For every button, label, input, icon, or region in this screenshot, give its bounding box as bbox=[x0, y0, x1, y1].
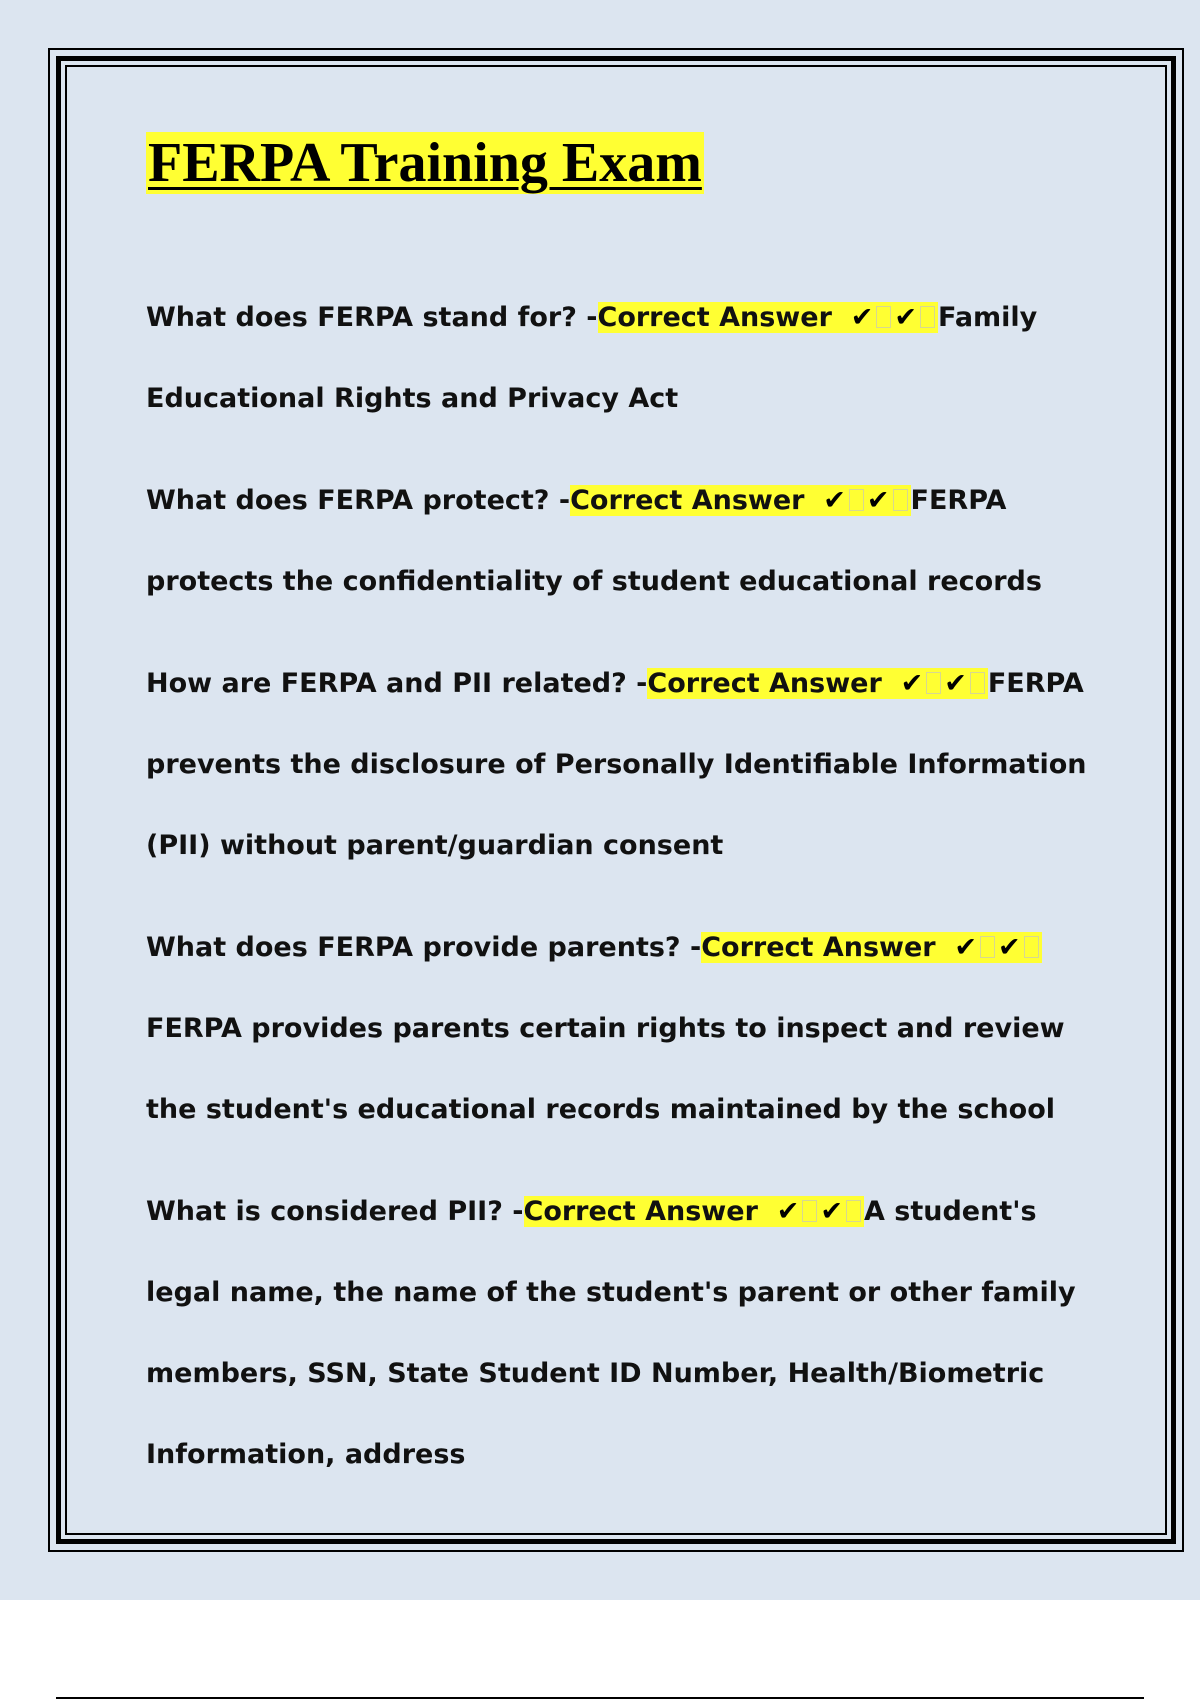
check-mark-icon: ✔ bbox=[894, 302, 917, 334]
answer-text: A student's legal name, the name of the student's parent or other family members, SSN, State Student ID Number, Health/Biometric Information, address bbox=[146, 1196, 1076, 1471]
check-mark-icon: ✔ bbox=[900, 668, 924, 700]
question-item-3 bbox=[146, 643, 1106, 886]
check-mark-icon: ✔ bbox=[998, 932, 1021, 964]
answer-highlight bbox=[598, 302, 938, 333]
check-mark-icon: ✔ bbox=[866, 485, 890, 517]
question-text: What does FERPA stand for? - bbox=[146, 302, 598, 334]
page-title: FERPA Training Exam bbox=[148, 132, 702, 194]
missing-glyph-icon bbox=[1024, 936, 1039, 958]
answer-text: FERPA provides parents certain rights to inspect and review the student's educational records maintained by the school bbox=[146, 1013, 1065, 1126]
answer-text: Family Educational Rights and Privacy Act bbox=[146, 302, 1038, 415]
missing-glyph-icon bbox=[846, 1200, 861, 1222]
missing-glyph-icon bbox=[876, 306, 891, 328]
check-mark-icon: ✔ bbox=[954, 932, 978, 964]
check-mark-icon: ✔ bbox=[820, 1196, 843, 1228]
missing-glyph-icon bbox=[849, 489, 864, 511]
question-item-5 bbox=[146, 1171, 1106, 1495]
check-mark-icon: ✔ bbox=[776, 1196, 800, 1228]
missing-glyph-icon bbox=[926, 672, 941, 694]
answer-label: Correct Answer bbox=[647, 668, 882, 700]
missing-glyph-icon bbox=[893, 489, 908, 511]
answer-highlight bbox=[647, 668, 987, 699]
check-mark-icon: ✔ bbox=[823, 485, 846, 517]
question-item-4 bbox=[146, 907, 1106, 1150]
answer-label: Correct Answer bbox=[701, 932, 936, 964]
check-mark-icon: ✔ bbox=[850, 302, 874, 334]
missing-glyph-icon bbox=[970, 672, 985, 694]
answer-text: FERPA protects the confidentiality of student educational records bbox=[146, 485, 1042, 598]
answer-highlight bbox=[701, 932, 1041, 963]
question-text: How are FERPA and PII related? - bbox=[146, 668, 648, 700]
answer-text: FERPA prevents the disclosure of Personally Identifiable Information (PII) without parent/guardian consent bbox=[146, 668, 1087, 862]
footer-divider bbox=[56, 1697, 1144, 1699]
answer-label: Correct Answer bbox=[570, 485, 805, 517]
question-text: What does FERPA protect? - bbox=[146, 485, 571, 517]
answer-highlight bbox=[524, 1196, 864, 1227]
check-mark-icon: ✔ bbox=[944, 668, 967, 700]
missing-glyph-icon bbox=[920, 306, 935, 328]
question-item-2 bbox=[146, 460, 1106, 622]
question-item-1 bbox=[146, 277, 1106, 439]
missing-glyph-icon bbox=[802, 1200, 817, 1222]
question-text: What does FERPA provide parents? - bbox=[146, 932, 702, 964]
missing-glyph-icon bbox=[980, 936, 995, 958]
document-body bbox=[146, 130, 1106, 1516]
question-text: What is considered PII? - bbox=[146, 1196, 524, 1228]
answer-label: Correct Answer bbox=[523, 1196, 758, 1228]
answer-highlight bbox=[570, 485, 910, 516]
answer-label: Correct Answer bbox=[597, 302, 832, 334]
